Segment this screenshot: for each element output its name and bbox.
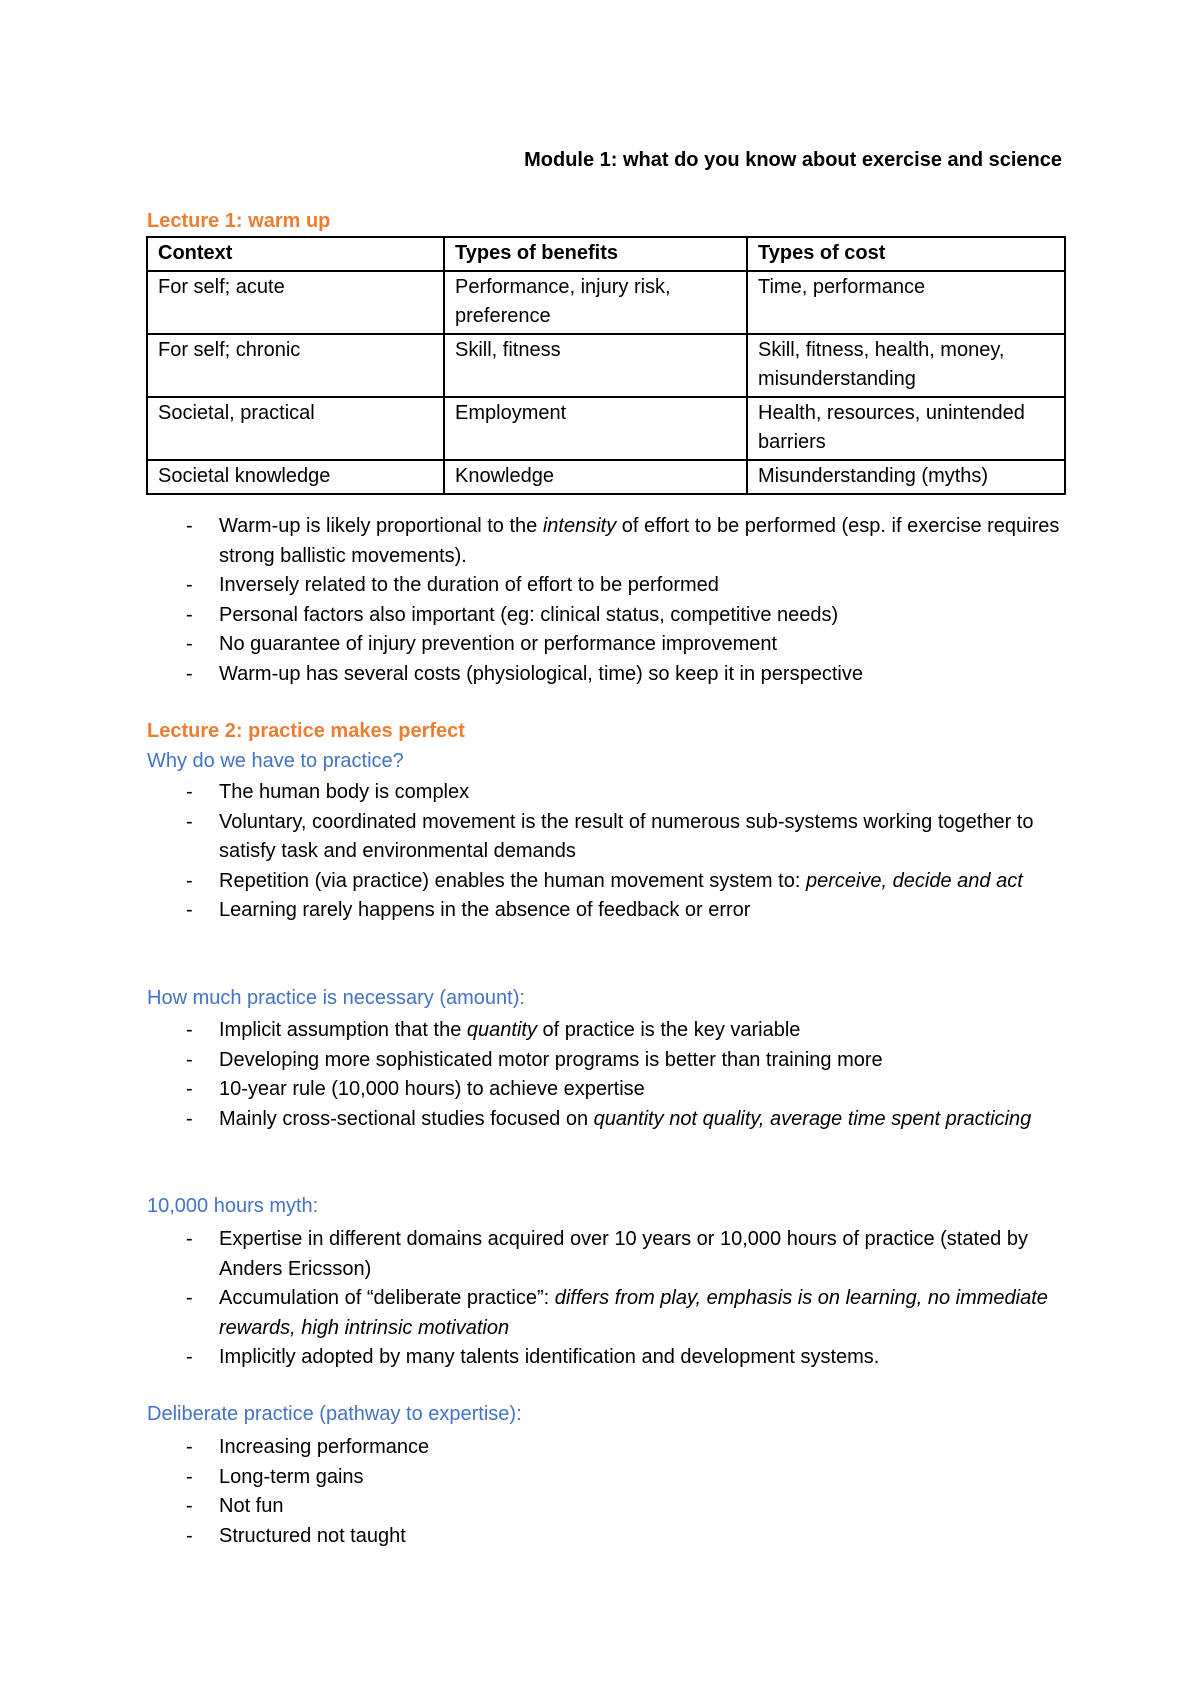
section-heading-10000-hours: 10,000 hours myth: xyxy=(147,1195,319,1217)
table-cell: For self; chronic xyxy=(147,334,444,397)
lecture-1-heading: Lecture 1: warm up xyxy=(147,210,331,232)
table-cell: Misunderstanding (myths) xyxy=(747,460,1065,494)
dash-bullet-icon: - xyxy=(186,899,193,921)
list-item: - Implicitly adopted by many talents identification and development systems. xyxy=(180,1343,1080,1373)
list-item: - Not fun xyxy=(180,1492,1080,1522)
list-item: - Expertise in different domains acquired over 10 years or 10,000 hours of practice (stated by Anders Ericsson) xyxy=(180,1225,1080,1284)
page-title: Module 1: what do you know about exercise and science xyxy=(524,149,1062,171)
benefits-costs-table xyxy=(146,236,1066,495)
list-item: - No guarantee of injury prevention or performance improvement xyxy=(180,630,1080,660)
list-item: - Implicit assumption that the quantity of practice is the key variable xyxy=(180,1016,1080,1046)
list-item: - Long-term gains xyxy=(180,1463,1080,1493)
practice-amount-bullet-list xyxy=(180,1016,1080,1134)
dash-bullet-icon: - xyxy=(186,1436,193,1458)
table-cell: Health, resources, unintended barriers xyxy=(747,397,1065,460)
table-header-benefits: Types of benefits xyxy=(444,237,747,271)
list-item: - Personal factors also important (eg: clinical status, competitive needs) xyxy=(180,601,1080,631)
list-item: - Structured not taught xyxy=(180,1522,1080,1552)
dash-bullet-icon: - xyxy=(186,1107,193,1130)
list-item: - Accumulation of “deliberate practice”: differs from play, emphasis is on learning, no immediate rewards, high intrinsic motivation xyxy=(180,1284,1080,1343)
list-item: - Repetition (via practice) enables the human movement system to: perceive, decide and act xyxy=(180,867,1080,897)
lecture-2-heading: Lecture 2: practice makes perfect xyxy=(147,720,465,742)
table-cell: Societal knowledge xyxy=(147,460,444,494)
table-cell: Employment xyxy=(444,397,747,460)
table-cell: Performance, injury risk, preference xyxy=(444,271,747,334)
section-heading-deliberate-practice: Deliberate practice (pathway to expertise): xyxy=(147,1403,522,1425)
dash-bullet-icon: - xyxy=(186,603,193,626)
list-item: - The human body is complex xyxy=(180,778,1080,808)
why-practice-bullet-list xyxy=(180,778,1080,926)
dash-bullet-icon: - xyxy=(186,1048,193,1071)
table-row xyxy=(147,460,1065,494)
table-header-cost: Types of cost xyxy=(747,237,1065,271)
dash-bullet-icon: - xyxy=(186,1465,193,1488)
table-cell: Skill, fitness, health, money, misunderstanding xyxy=(747,334,1065,397)
table-header-row xyxy=(147,237,1065,271)
table-row xyxy=(147,271,1065,334)
dash-bullet-icon: - xyxy=(186,1228,193,1250)
table-header-context: Context xyxy=(147,237,444,271)
dash-bullet-icon: - xyxy=(186,633,193,655)
dash-bullet-icon: - xyxy=(186,781,193,803)
table-cell: Skill, fitness xyxy=(444,334,747,397)
list-item: - Voluntary, coordinated movement is the result of numerous sub-systems working together to satisfy task and environmental demands xyxy=(180,808,1080,867)
dash-bullet-icon: - xyxy=(186,1524,193,1547)
section-heading-why-practice: Why do we have to practice? xyxy=(147,750,404,772)
dash-bullet-icon: - xyxy=(186,662,193,685)
list-item: - Warm-up is likely proportional to the intensity of effort to be performed (esp. if exercise requires strong ballistic movements). xyxy=(180,512,1080,571)
dash-bullet-icon: - xyxy=(186,1287,193,1309)
dash-bullet-icon: - xyxy=(186,1019,193,1041)
table-row xyxy=(147,334,1065,397)
list-item: - Mainly cross-sectional studies focused on quantity not quality, average time spent practicing xyxy=(180,1105,1080,1135)
list-item: - Inversely related to the duration of effort to be performed xyxy=(180,571,1080,601)
list-item: - Developing more sophisticated motor programs is better than training more xyxy=(180,1046,1080,1076)
lecture-1-bullet-list xyxy=(180,512,1080,689)
list-item: - Learning rarely happens in the absence of feedback or error xyxy=(180,896,1080,926)
table-row xyxy=(147,397,1065,460)
table-cell: For self; acute xyxy=(147,271,444,334)
dash-bullet-icon: - xyxy=(186,1495,193,1517)
dash-bullet-icon: - xyxy=(186,869,193,892)
list-item: - 10-year rule (10,000 hours) to achieve expertise xyxy=(180,1075,1080,1105)
hours-myth-bullet-list xyxy=(180,1225,1080,1373)
table-cell: Knowledge xyxy=(444,460,747,494)
dash-bullet-icon: - xyxy=(186,515,193,537)
list-item: - Warm-up has several costs (physiological, time) so keep it in perspective xyxy=(180,660,1080,690)
section-heading-practice-amount: How much practice is necessary (amount): xyxy=(147,987,525,1009)
dash-bullet-icon: - xyxy=(186,1346,193,1368)
dash-bullet-icon: - xyxy=(186,810,193,833)
dash-bullet-icon: - xyxy=(186,574,193,596)
deliberate-practice-bullet-list xyxy=(180,1433,1080,1551)
list-item: - Increasing performance xyxy=(180,1433,1080,1463)
dash-bullet-icon: - xyxy=(186,1078,193,1100)
table-cell: Time, performance xyxy=(747,271,1065,334)
table-cell: Societal, practical xyxy=(147,397,444,460)
